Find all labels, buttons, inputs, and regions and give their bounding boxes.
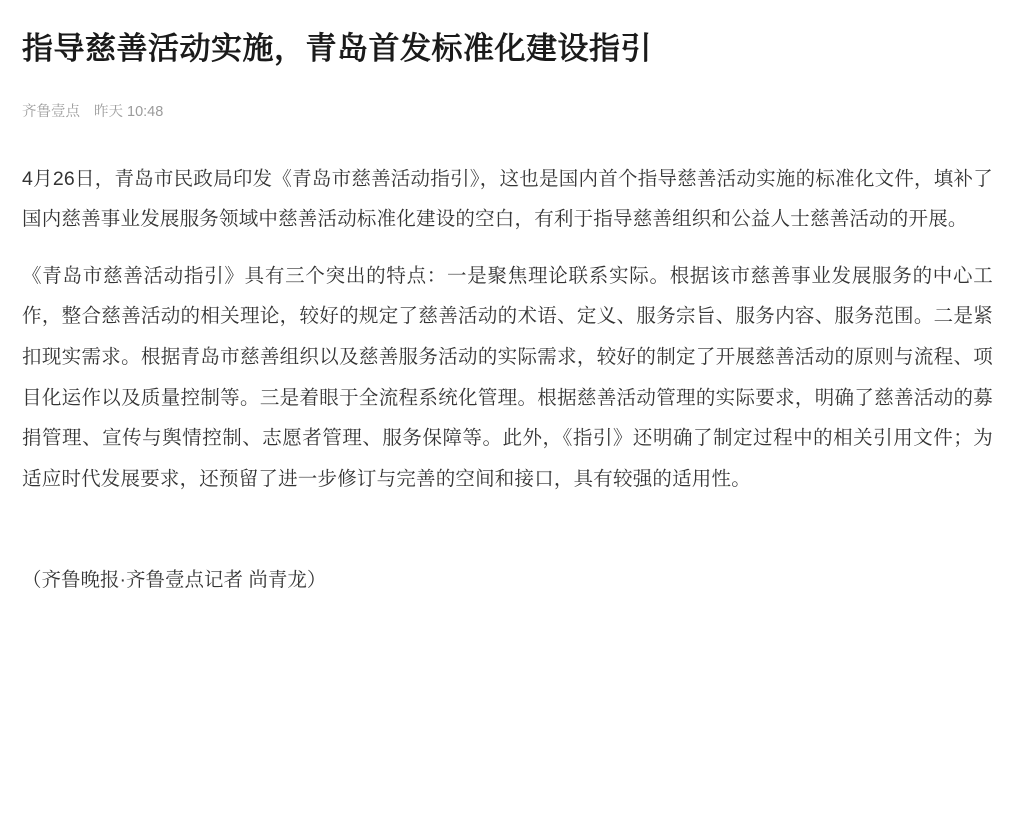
article-signature: （齐鲁晚报·齐鲁壹点记者 尚青龙） xyxy=(22,569,327,592)
article-paragraph: 《青岛市慈善活动指引》具有三个突出的特点：一是聚焦理论联系实际。根据该市慈善事业发展服务的中心工作，整合慈善活动的相关理论，较好的规定了慈善活动的术语、定义、服务宗旨、服务内容、服务范围。二是紧扣现实需求。根据青岛市慈善组织以及慈善服务活动的实际需求，较好的制定了开展慈善活动的原则与流程、项目化运作以及质量控制等。三是着眼于全流程系统化管理。根据慈善活动管理的实际要求，明确了慈善活动的募捐管理、宣传与舆情控制、志愿者管理、服务保障等。此外，《指引》还明确了制定过程中的相关引用文件；为适应时代发展要求，还预留了进一步修订与完善的空间和接口，具有较强的适用性。 xyxy=(22,264,993,490)
article-meta xyxy=(22,100,993,121)
article-body xyxy=(22,159,993,499)
article-paragraph: 4月26日，青岛市民政局印发《青岛市慈善活动指引》，这也是国内首个指导慈善活动实施的标准化文件，填补了国内慈善事业发展服务领域中慈善活动标准化建设的空白，有利于指导慈善组织和公益人士慈善活动的开展。 xyxy=(22,167,993,231)
article-timestamp: 昨天 10:48 xyxy=(94,103,164,120)
article-source: 齐鲁壹点 xyxy=(22,103,80,120)
page-title: 指导慈善活动实施，青岛首发标准化建设指引 xyxy=(22,31,652,66)
